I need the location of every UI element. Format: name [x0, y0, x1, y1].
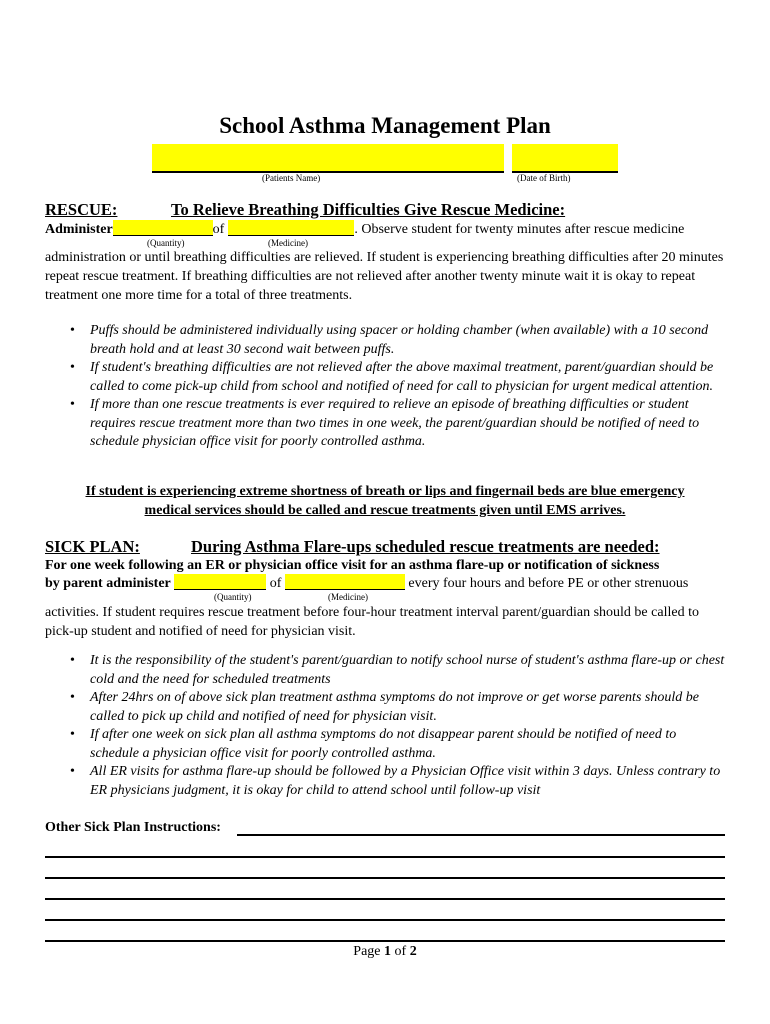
- of-text: of: [212, 222, 225, 237]
- list-item: • If student's breathing difficulties are not relieved after the above maximal treatment, parent/guardian should be called to come pick-up child from school and notified of need for call to physician for urgent medical attention.: [70, 360, 714, 394]
- patient-name-field[interactable]: [152, 144, 504, 173]
- instructions-line[interactable]: [45, 898, 725, 900]
- list-item: • All ER visits for asthma flare-up should be followed by a Physician Office visit within 3 days. Unless contrary to ER physicians judgment, it is okay for child to attend school until follow-up visit: [70, 764, 721, 798]
- sick-plan-bullet-list: [45, 652, 725, 800]
- date-of-birth-label: (Date of Birth): [517, 173, 571, 183]
- rescue-quantity-label: (Quantity): [147, 238, 185, 248]
- list-item: • After 24hrs on of above sick plan treatment asthma symptoms do not improve or get worse parents should be called to pick up child and notified of need for physician visit.: [70, 690, 699, 724]
- rescue-subheading: To Relieve Breathing Difficulties Give Rescue Medicine:: [171, 200, 566, 219]
- sick-quantity-label: (Quantity): [214, 592, 252, 602]
- sick-quantity-field[interactable]: [174, 574, 266, 590]
- sick-plan-bold-line: For one week following an ER or physician office visit for an asthma flare-up or notification of sickness: [45, 558, 660, 573]
- sick-plan-administer-line: by parent administer of every four hours and before PE or other strenuous: [45, 576, 689, 591]
- rescue-administer-line: [45, 220, 684, 239]
- page-title: School Asthma Management Plan: [219, 113, 551, 138]
- instructions-line[interactable]: [45, 919, 725, 921]
- date-of-birth-field[interactable]: [512, 144, 618, 173]
- list-item: • Puffs should be administered individually using spacer or holding chamber (when available) with a 10 second breath hold and at least 30 second wait between puffs.: [70, 323, 709, 357]
- administer-text: Administer: [45, 222, 113, 237]
- emergency-notice: If student is experiencing extreme shortness of breath or lips and fingernail beds are blue emergency medical services should be called and rescue treatments given until EMS arrives.: [85, 484, 685, 518]
- list-item: • If more than one rescue treatments is ever required to relieve an episode of breathing difficulties or student requires rescue treatment more than two times in one week, the parent/guardian should be notified of need to schedule physician office visit for poorly controlled asthma.: [70, 397, 700, 449]
- instructions-line[interactable]: [45, 856, 725, 858]
- sick-plan-subheading: During Asthma Flare-ups scheduled rescue treatments are needed:: [191, 537, 660, 556]
- observe-text: . Observe student for twenty minutes after rescue medicine: [354, 222, 685, 237]
- sick-plan-paragraph: activities. If student requires rescue treatment before four-hour treatment interval parent/guardian should be called to pick-up student and notified of need for physician visit.: [45, 605, 699, 639]
- sick-medicine-field[interactable]: [285, 574, 405, 590]
- sick-plan-heading: SICK PLAN:: [45, 537, 140, 556]
- sick-medicine-label: (Medicine): [328, 592, 368, 602]
- rescue-heading: RESCUE:: [45, 200, 118, 219]
- page-number: Page 1 of 2: [353, 944, 417, 959]
- rescue-paragraph: administration or until breathing difficulties are relieved. If student is experiencing breathing difficulties after 20 minutes repeat rescue treatment. If breathing difficulties are not relieved after another twenty minute wait it is okay to repeat treatment one more time for a total of three treatments.: [45, 250, 724, 303]
- other-instructions-label: Other Sick Plan Instructions:: [45, 820, 221, 835]
- patient-name-label: (Patients Name): [262, 173, 321, 183]
- rescue-bullet-list: [45, 322, 725, 452]
- rescue-quantity-field[interactable]: [113, 220, 213, 236]
- rescue-medicine-label: (Medicine): [268, 238, 308, 248]
- other-instructions-field[interactable]: [237, 834, 725, 836]
- list-item: • If after one week on sick plan all asthma symptoms do not disappear parent should be notified of need to schedule a physician office visit for poorly controlled asthma.: [70, 727, 677, 761]
- rescue-medicine-field[interactable]: [228, 220, 354, 236]
- list-item: • It is the responsibility of the student's parent/guardian to notify school nurse of student's asthma flare-up or chest cold and the need for scheduled treatments: [70, 653, 725, 687]
- instructions-line[interactable]: [45, 877, 725, 879]
